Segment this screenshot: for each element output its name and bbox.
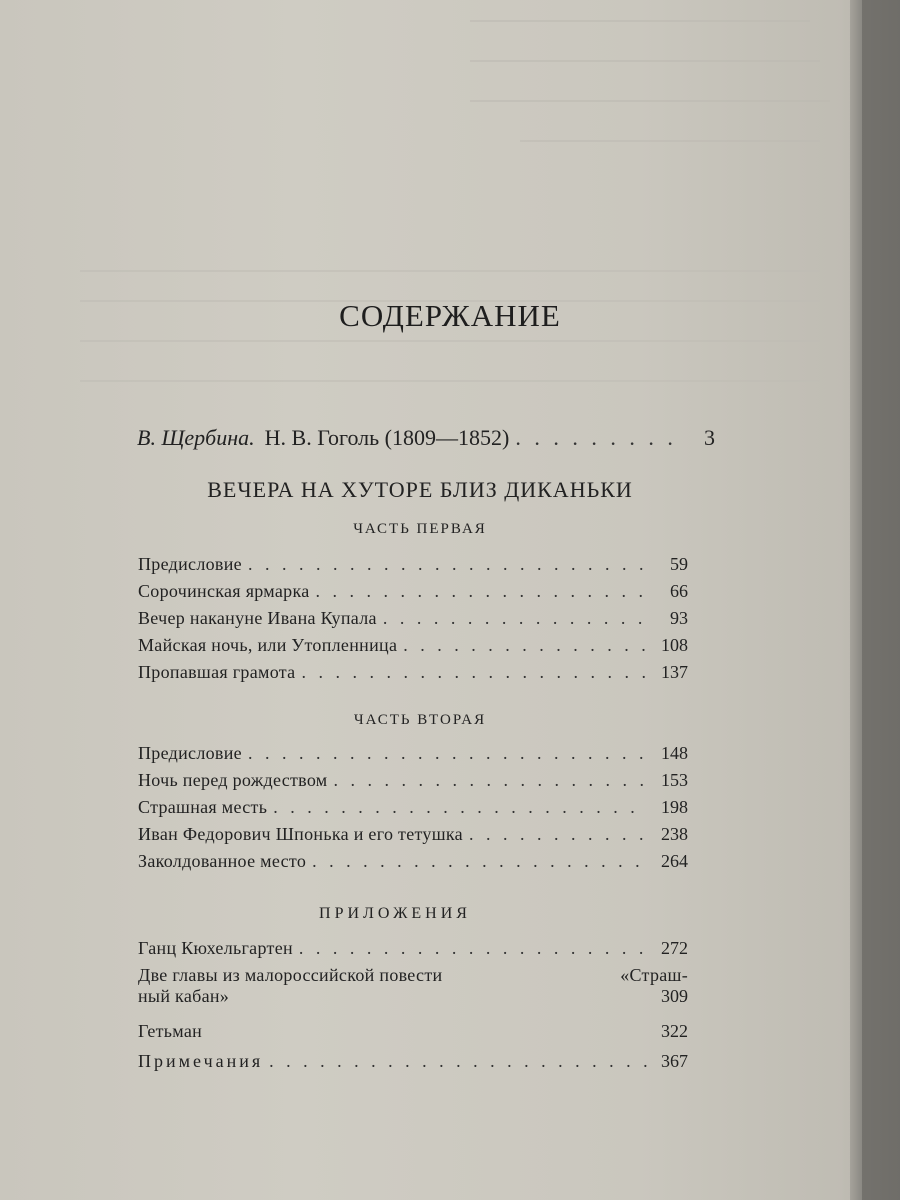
part-2-label: ЧАСТЬ ВТОРАЯ	[353, 712, 487, 728]
entry-title-part: Две главы из малороссийской повести	[138, 965, 443, 985]
appendix-list	[138, 938, 688, 1048]
entry-page: 93	[670, 608, 688, 628]
toc-entry	[138, 938, 688, 965]
dot-leader	[263, 1051, 648, 1072]
entry-title-part: ный кабан»	[138, 986, 230, 1006]
entry-title: Майская ночь, или Утопленница	[138, 635, 398, 655]
entry-title-part: «Страш-	[620, 965, 688, 985]
intro-author: В. Щербина.	[137, 425, 255, 450]
entry-page: 108	[661, 635, 688, 655]
section-title: ВЕЧЕРА НА ХУТОРЕ БЛИЗ ДИКАНЬКИ	[207, 477, 633, 502]
entry-title: Заколдованное место	[138, 851, 307, 871]
toc-entry	[138, 608, 688, 635]
dot-leader	[463, 824, 648, 845]
entry-title: Ганц Кюхельгартен	[138, 938, 293, 958]
entry-title: Примечания	[138, 1051, 264, 1071]
entry-page: 148	[661, 743, 688, 763]
entry-title: Гетьман	[138, 1021, 203, 1041]
entry-page: 66	[670, 581, 688, 601]
dot-leader	[242, 554, 648, 575]
entry-title: Иван Федорович Шпонька и его тетушка	[138, 824, 463, 844]
entry-title-line-1	[138, 965, 688, 986]
entry-page: 367	[661, 1051, 688, 1071]
dot-leader	[397, 635, 648, 656]
page-shadow	[840, 0, 900, 1200]
dot-leader	[242, 743, 648, 764]
toc-entry	[138, 581, 688, 608]
toc-entry	[138, 824, 688, 851]
toc-entry	[138, 965, 688, 1021]
notes-entry	[138, 1051, 688, 1072]
entry-page: 238	[661, 824, 688, 844]
toc-entry	[138, 554, 688, 581]
entry-page: 153	[661, 770, 688, 790]
toc-entry	[138, 851, 688, 878]
dot-leader	[328, 770, 649, 791]
entry-title: Страшная месть	[138, 797, 268, 817]
entry-title: Сорочинская ярмарка	[138, 581, 310, 601]
entry-page: 322	[661, 1021, 688, 1041]
toc-entry	[138, 797, 688, 824]
entry-page: 198	[661, 797, 688, 817]
intro-page: 3	[704, 425, 715, 450]
toc-entry	[138, 770, 688, 797]
entry-title: Предисловие	[138, 554, 242, 574]
part-1-label: ЧАСТЬ ПЕРВАЯ	[353, 521, 487, 537]
entry-page: 59	[670, 554, 688, 574]
part-1-list	[138, 554, 688, 689]
dot-leader	[509, 425, 675, 451]
dot-leader	[293, 938, 648, 959]
page-title: СОДЕРЖАНИЕ	[339, 298, 561, 333]
toc-entry	[138, 662, 688, 689]
dot-leader	[306, 851, 648, 872]
entry-title: Пропавшая грамота	[138, 662, 296, 682]
entry-page: 272	[661, 938, 688, 958]
part-2-list	[138, 743, 688, 878]
entry-page: 309	[661, 986, 688, 1006]
intro-entry	[137, 425, 715, 451]
dot-leader	[377, 608, 648, 629]
toc-entry	[138, 1021, 688, 1048]
entry-title: Ночь перед рождеством	[138, 770, 328, 790]
entry-page: 137	[661, 662, 688, 682]
appendix-label: ПРИЛОЖЕНИЯ	[319, 905, 471, 922]
intro-title: Н. В. Гоголь (1809—1852)	[264, 425, 510, 450]
toc-entry	[138, 743, 688, 770]
entry-title: Вечер накануне Ивана Купала	[138, 608, 377, 628]
toc-entry	[138, 1051, 688, 1072]
toc-entry	[138, 635, 688, 662]
dot-leader	[267, 797, 648, 818]
entry-title-line-2	[138, 986, 688, 1007]
dot-leader	[310, 581, 648, 602]
dot-leader	[295, 662, 648, 683]
entry-page: 264	[661, 851, 688, 871]
entry-title: Предисловие	[138, 743, 242, 763]
